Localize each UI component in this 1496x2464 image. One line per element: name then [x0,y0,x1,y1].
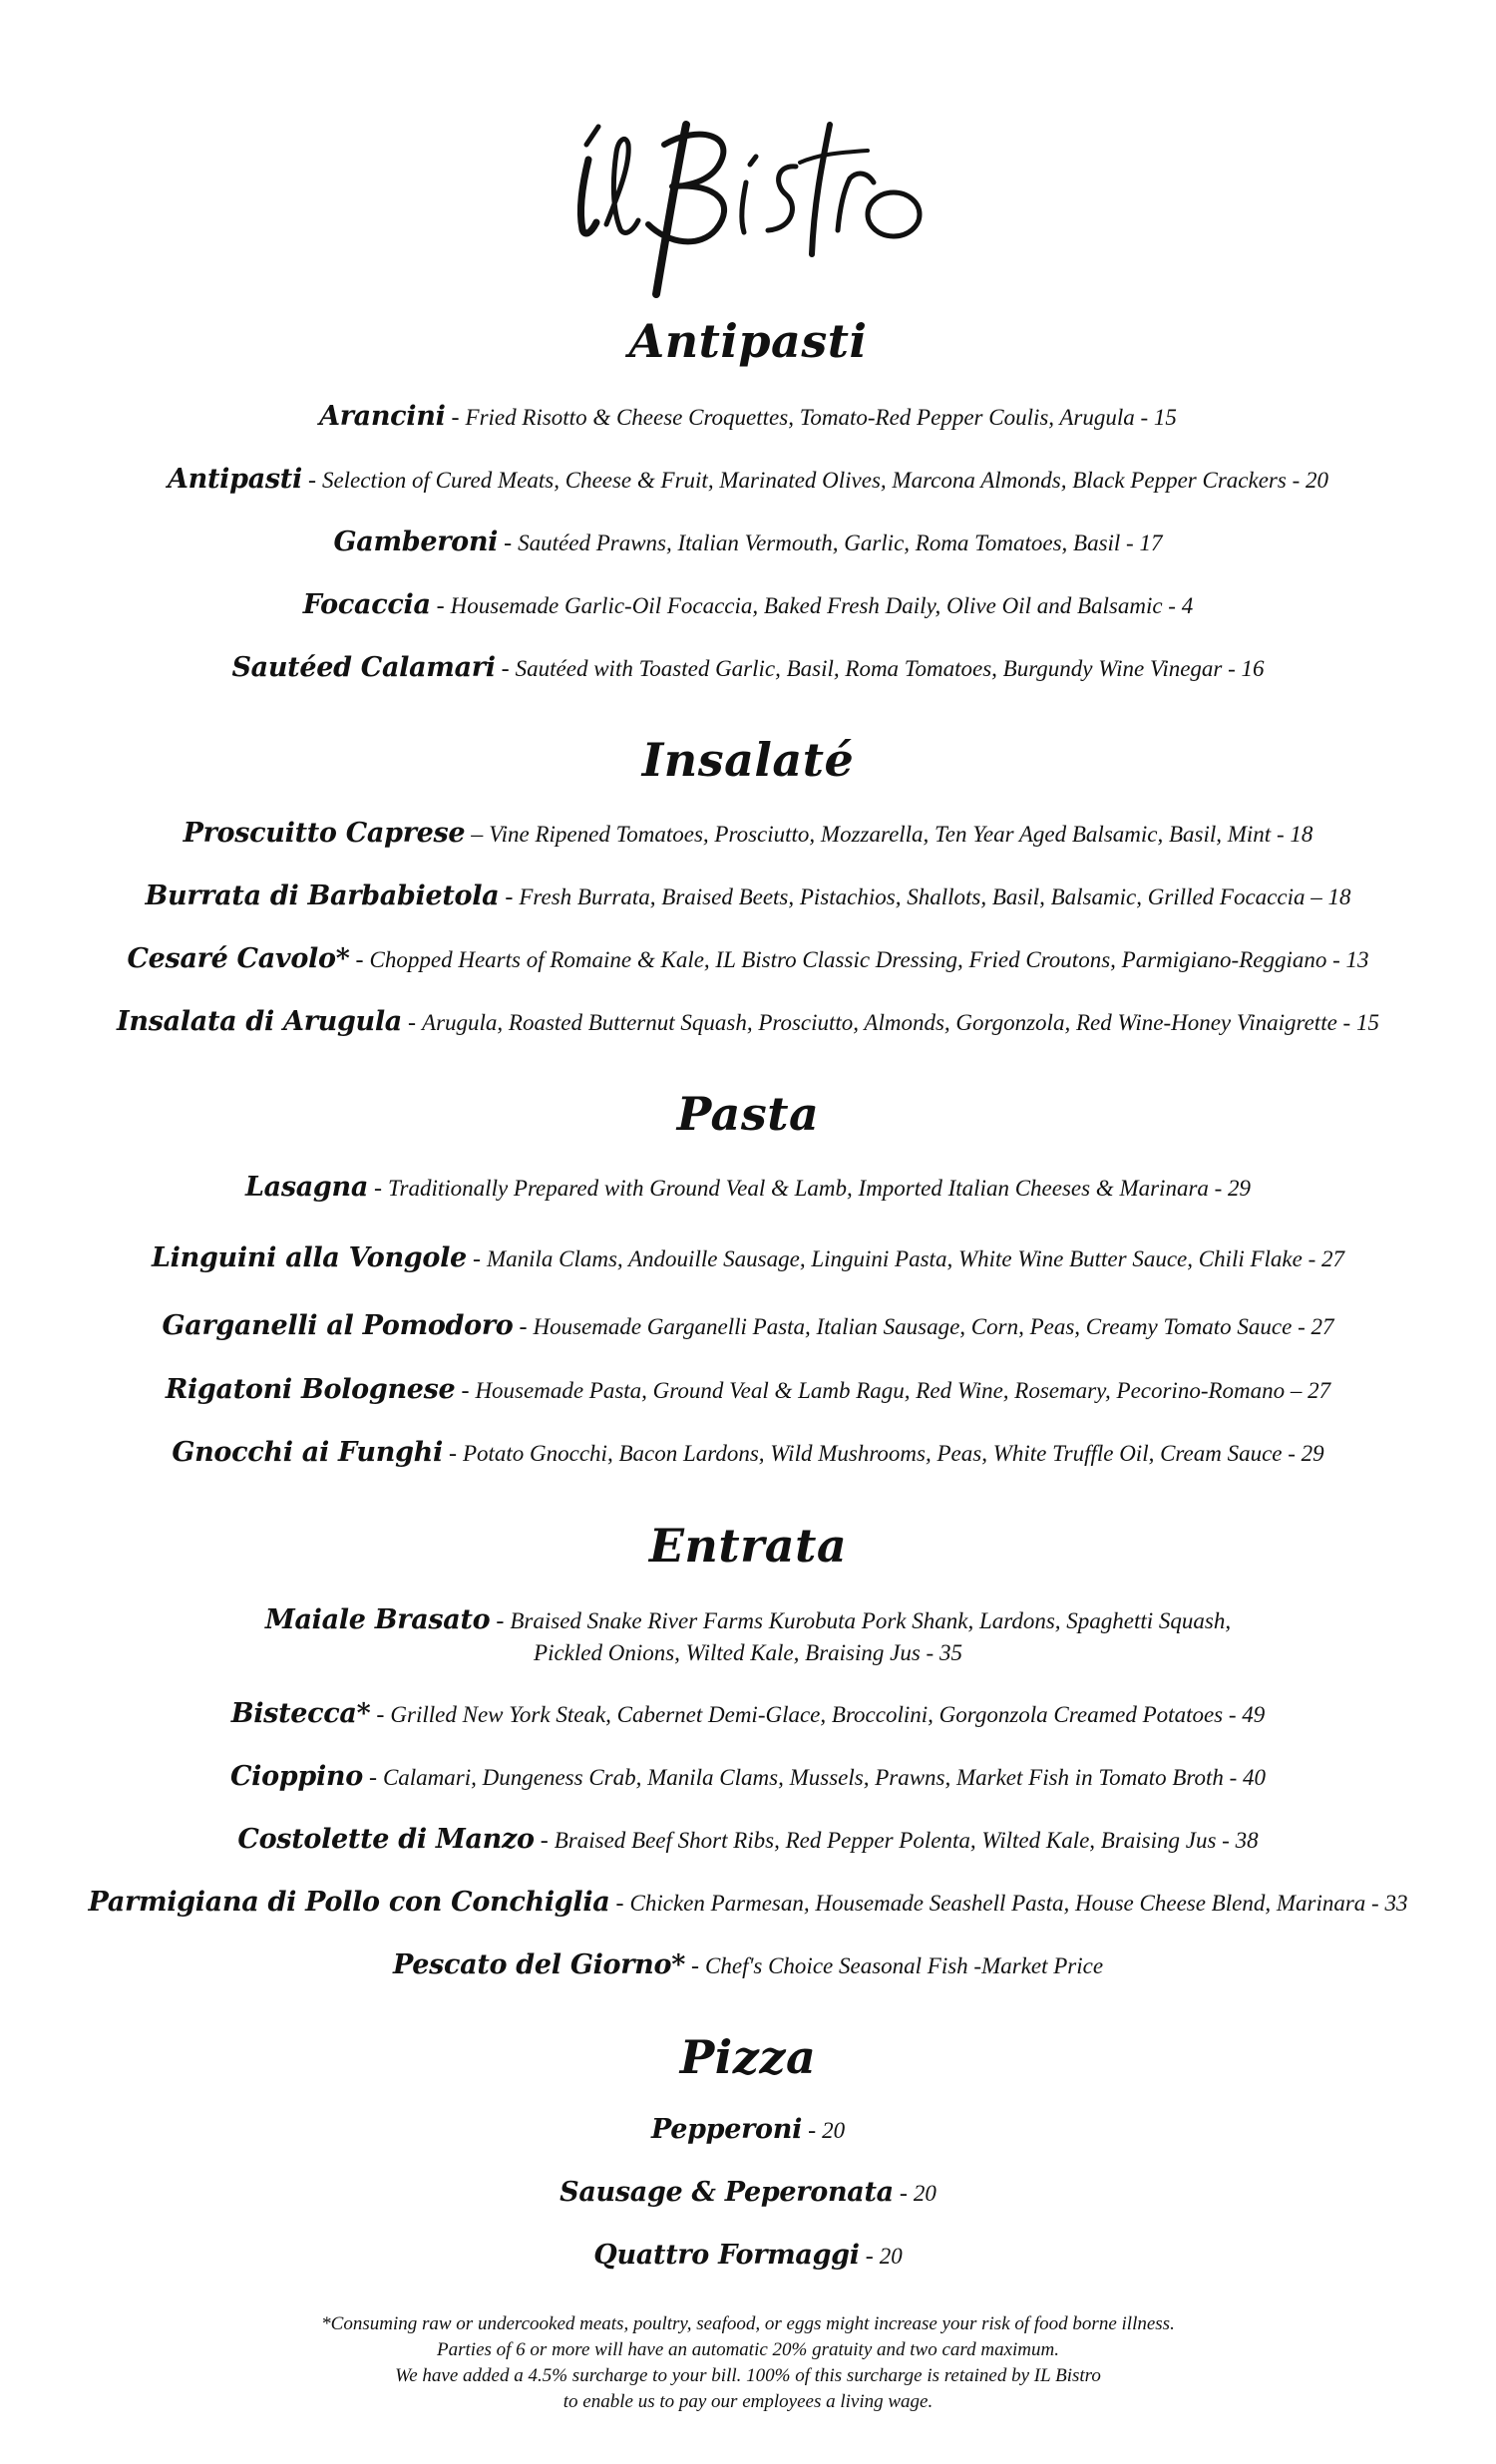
menu-item [40,527,1456,559]
menu-item-name: Focaccia [302,589,431,620]
menu-item-desc-line2: Pickled Onions, Wilted Kale, Braising Jus - 35 [534,1640,962,1665]
menu-item [40,1242,1456,1275]
menu-item-desc: Traditionally Prepared with Ground Veal & Lamb, Imported Italian Cheeses & Marinara - 29 [388,1176,1252,1201]
menu-footer [0,2311,1496,2415]
menu-item-desc: Housemade Garlic-Oil Focaccia, Baked Fresh Daily, Olive Oil and Balsamic - 4 [450,593,1194,618]
menu-item-sep: - [495,656,516,682]
menu-item-name: Proscuitto Caprese [183,818,466,849]
menu-item [40,652,1456,685]
menu-item [40,1949,1456,1982]
menu-item-sep: - [349,947,370,973]
menu-item-name: Arancini [319,401,446,432]
menu-item [40,818,1456,851]
menu-item-desc: 20 [913,2181,936,2206]
menu-item-desc: Potato Gnocchi, Bacon Lardons, Wild Mushrooms, Peas, White Truffle Oil, Cream Sauce - 29 [462,1441,1324,1466]
menu-item-name: Costolette di Manzo [237,1824,535,1855]
menu-item-desc: Chicken Parmesan, Housemade Seashell Pasta, House Cheese Blend, Marinara - 33 [629,1891,1408,1916]
menu-item-sep: - [445,405,466,431]
menu-item-name: Burrata di Barbabietola [145,880,500,911]
menu-item-sep: - [534,1828,555,1854]
menu-item-sep: - [301,468,322,494]
menu-item-name: Linguini alla Vongole [151,1242,467,1273]
menu-item [40,1437,1456,1470]
menu-item-desc: Housemade Garganelli Pasta, Italian Sausage, Corn, Peas, Creamy Tomato Sauce - 27 [533,1314,1334,1339]
menu-item-sep: - [466,1246,487,1272]
menu-item-name: Gnocchi ai Funghi [172,1437,443,1468]
menu-item-sep: - [859,2244,880,2270]
menu-item-name: Pepperoni [650,2114,803,2145]
menu-item-desc: Manila Clams, Andouille Sausage, Linguini Pasta, White Wine Butter Sauce, Chili Flake - 27 [486,1246,1345,1271]
menu-item-desc: Calamari, Dungeness Crab, Manila Clams, Mussels, Prawns, Market Fish in Tomato Broth - 40 [382,1765,1267,1790]
menu-item-sep: - [499,884,520,910]
menu-item-sep: - [368,1176,389,1202]
menu-item-sep: - [513,1314,534,1340]
menu-item [40,1761,1456,1794]
menu-item [40,589,1456,622]
menu-item-name: Quattro Formaggi [593,2240,860,2271]
menu-item-desc: Arugula, Roasted Butternut Squash, Prosciutto, Almonds, Gorgonzola, Red Wine-Honey Vinaigrette - 15 [422,1010,1379,1035]
section-title-pizza: Pizza [679,2030,817,2084]
menu-item-desc: 20 [879,2244,903,2269]
menu-item-desc: Grilled New York Steak, Cabernet Demi-Glace, Broccolini, Gorgonzola Creamed Potatoes - 49 [390,1702,1266,1727]
section-title-antipasti: Antipasti [628,314,868,368]
menu-item-desc: Fresh Burrata, Braised Beets, Pistachios, Shallots, Basil, Balsamic, Grilled Focaccia – 18 [519,884,1351,909]
section-title-pasta: Pasta [676,1087,820,1141]
menu-item-name: Sausage & Peperonata [560,2177,894,2208]
menu-item [40,943,1456,976]
menu-item-name: Bistecca* [230,1698,371,1729]
menu-item [40,401,1456,434]
menu-item-sep: - [490,1608,511,1634]
menu-item-name: Garganelli al Pomodoro [162,1310,514,1341]
menu-item-name: Sautéed Calamari [231,652,496,683]
menu-item-sep: - [609,1891,630,1917]
menu-item-name: Lasagna [244,1172,369,1203]
menu-item [40,2114,1456,2147]
menu-item-sep: - [685,1953,706,1979]
menu-item [40,880,1456,913]
menu-item-name: Gamberoni [333,527,499,557]
menu-item [40,1006,1456,1039]
menu-item-name: Pescato del Giorno* [392,1949,686,1980]
menu-item-sep: - [802,2118,823,2144]
menu-item-name: Parmigiana di Pollo con Conchiglia [88,1887,610,1918]
menu-item-name: Insalata di Arugula [117,1006,403,1037]
menu-item-sep: – [465,822,490,848]
menu-item-sep: - [362,1765,383,1791]
menu-item [40,1172,1456,1205]
section-title-insalate: Insalaté [641,733,855,787]
menu-item [40,1887,1456,1920]
menu-item-name: Antipasti [168,464,302,495]
menu-item-desc: 20 [822,2118,846,2143]
menu-item-desc: Vine Ripened Tomatoes, Prosciutto, Mozzarella, Ten Year Aged Balsamic, Basil, Mint - 18 [489,822,1313,847]
footer-gratuity-note: Parties of 6 or more will have an automatic 20% gratuity and two card maximum. [437,2339,1059,2360]
menu-item-desc: Sautéed with Toasted Garlic, Basil, Roma Tomatoes, Burgundy Wine Vinegar - 16 [515,656,1265,681]
footer-health-warning: *Consuming raw or undercooked meats, poultry, seafood, or eggs might increase your risk of food borne illness. [321,2313,1175,2334]
menu-item-sep: - [370,1702,391,1728]
menu-item-desc: Selection of Cured Meats, Cheese & Fruit, Marinated Olives, Marcona Almonds, Black Pepper Crackers - 20 [321,468,1328,493]
menu-item-sep: - [430,593,451,619]
menu-item-name: Cesaré Cavolo* [127,943,350,974]
menu-item-name: Cioppino [229,1761,363,1792]
menu-item [40,1374,1456,1407]
menu-item [40,2240,1456,2273]
menu-item [40,464,1456,497]
footer-wage-note: to enable us to pay our employees a living wage. [562,2391,934,2412]
menu-item-desc: Braised Beef Short Ribs, Red Pepper Polenta, Wilted Kale, Braising Jus - 38 [554,1828,1259,1853]
menu-item-sep: - [402,1010,423,1036]
menu-item [40,1604,1456,1637]
menu-item-desc: Chopped Hearts of Romaine & Kale, IL Bistro Classic Dressing, Fried Croutons, Parmigiano-Reggiano - 13 [369,947,1369,972]
menu-item-name: Rigatoni Bolognese [165,1374,456,1405]
footer-surcharge-note: We have added a 4.5% surcharge to your bill. 100% of this surcharge is retained by IL Bistro [395,2365,1101,2386]
menu-item-desc: Fried Risotto & Cheese Croquettes, Tomato-Red Pepper Coulis, Arugula - 15 [465,405,1177,430]
menu-item [40,1824,1456,1857]
menu-item-name: Maiale Brasato [264,1604,491,1635]
menu-item-sep: - [498,530,519,556]
bistro-logo [568,105,928,314]
menu-item-desc: Braised Snake River Farms Kurobuta Pork Shank, Lardons, Spaghetti Squash, [510,1608,1232,1633]
menu-item-desc: Sautéed Prawns, Italian Vermouth, Garlic, Roma Tomatoes, Basil - 17 [518,530,1163,555]
menu-item [40,2177,1456,2210]
bistro-logo-script [568,105,928,314]
menu-item [40,1310,1456,1343]
menu-item-desc: Chef's Choice Seasonal Fish -Market Price [705,1953,1104,1978]
menu-item-sep: - [893,2181,914,2207]
section-title-entrata: Entrata [648,1519,848,1573]
menu-item-desc: Housemade Pasta, Ground Veal & Lamb Ragu, Red Wine, Rosemary, Pecorino-Romano – 27 [475,1378,1331,1403]
menu-item-sep: - [442,1441,463,1467]
menu-item-continuation [40,1637,1456,1669]
menu-item-sep: - [455,1378,476,1404]
menu-item [40,1698,1456,1731]
